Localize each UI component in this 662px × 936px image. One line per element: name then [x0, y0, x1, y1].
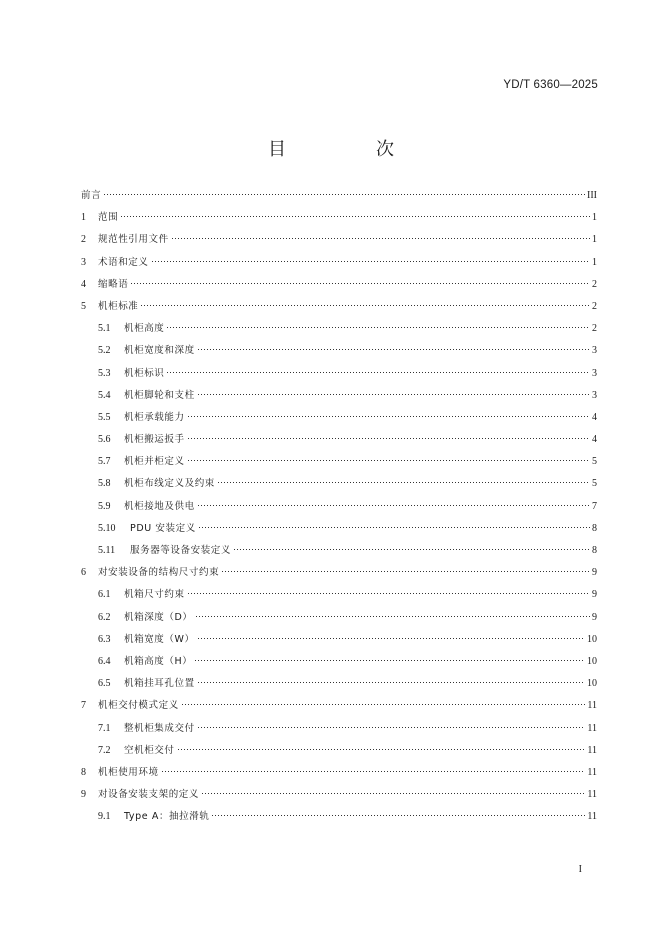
toc-entry-label: 机箱挂耳孔位置	[124, 678, 195, 690]
toc-entry-number: 6	[81, 567, 86, 579]
toc-entry-page: 11	[587, 722, 597, 734]
dot-leader	[211, 815, 585, 816]
toc-entry-label: 机箱尺寸约束	[124, 589, 185, 601]
toc-entry-label: 机箱高度（H）	[124, 655, 193, 667]
toc-entry-page: 11	[587, 789, 597, 801]
toc-entry-label: 术语和定义	[98, 256, 149, 268]
dot-leader	[177, 749, 586, 750]
table-of-contents	[81, 185, 597, 828]
toc-entry-page: 2	[592, 300, 597, 312]
toc-entry-page: 11	[587, 744, 597, 756]
toc-entry-label: 机柜脚轮和支柱	[124, 389, 195, 401]
toc-entry[interactable]	[81, 784, 597, 806]
toc-entry-label: 对安装设备的结构尺寸约束	[98, 567, 220, 579]
toc-entry[interactable]	[81, 607, 597, 629]
toc-entry-number: 5.11	[98, 545, 116, 556]
dot-leader	[166, 327, 590, 328]
toc-entry-page: 3	[592, 367, 597, 379]
toc-entry-page: 11	[587, 700, 597, 712]
toc-entry-number: 5.6	[98, 434, 111, 446]
toc-entry-number: 4	[81, 278, 86, 290]
dot-leader	[103, 194, 585, 195]
toc-entry-number: 5.5	[98, 411, 111, 423]
toc-entry-page: 5	[592, 478, 597, 490]
toc-entry-label: PDU 安装定义	[130, 522, 196, 534]
toc-entry[interactable]	[81, 651, 597, 673]
toc-entry-page: 2	[592, 278, 597, 290]
toc-entry-label: 机柜宽度和深度	[124, 345, 195, 357]
toc-entry[interactable]	[81, 385, 597, 407]
toc-entry-number: 6.4	[98, 655, 111, 667]
dot-leader	[187, 593, 590, 594]
footer-page-number: I	[578, 864, 582, 875]
toc-entry[interactable]	[81, 562, 597, 584]
toc-entry-number: 7.2	[98, 744, 111, 756]
toc-entry-page: 1	[592, 256, 597, 268]
dot-leader	[161, 771, 586, 772]
toc-entry-label: 服务器等设备安装定义	[130, 545, 232, 556]
toc-entry-label: 机柜承载能力	[124, 411, 185, 423]
toc-entry-number: 8	[81, 766, 86, 778]
toc-entry[interactable]	[81, 451, 597, 473]
toc-entry-number: 9.1	[98, 811, 111, 823]
toc-entry-number: 6.2	[98, 611, 111, 623]
toc-entry-label: 缩略语	[98, 278, 129, 290]
toc-entry[interactable]	[81, 806, 597, 828]
toc-entry-label: 机柜标准	[98, 300, 139, 312]
toc-entry-number: 2	[81, 234, 86, 246]
toc-entry[interactable]	[81, 629, 597, 651]
toc-entry-label: 空机柜交付	[124, 744, 175, 756]
toc-entry-number: 7.1	[98, 722, 111, 734]
dot-leader	[201, 793, 585, 794]
dot-leader	[151, 261, 590, 262]
dot-leader	[187, 416, 590, 417]
dot-leader	[187, 438, 590, 439]
toc-entry-page: 1	[592, 234, 597, 246]
toc-entry-number: 6.1	[98, 589, 111, 601]
toc-entry-number: 9	[81, 789, 86, 801]
toc-entry-page: 2	[592, 323, 597, 335]
toc-entry-page: 10	[587, 655, 597, 667]
toc-entry-label: 机柜标识	[124, 367, 165, 379]
toc-entry[interactable]	[81, 695, 597, 717]
toc-entry-label: 机柜搬运扳手	[124, 434, 185, 446]
toc-entry-number: 5.7	[98, 456, 111, 468]
dot-leader	[194, 660, 585, 661]
toc-entry-page: 5	[592, 456, 597, 468]
dot-leader	[187, 460, 590, 461]
toc-entry[interactable]	[81, 473, 597, 495]
dot-leader	[197, 638, 585, 639]
toc-entry-page: 8	[592, 545, 597, 556]
toc-entry[interactable]	[81, 252, 597, 274]
toc-entry-number: 5.10	[98, 522, 116, 534]
toc-entry[interactable]	[81, 540, 597, 562]
toc-entry[interactable]	[81, 740, 597, 762]
toc-entry[interactable]	[81, 429, 597, 451]
toc-entry-page: 11	[587, 766, 597, 778]
dot-leader	[166, 372, 590, 373]
toc-entry-label: 对设备安装支架的定义	[98, 789, 200, 801]
toc-entry-number: 5.1	[98, 323, 111, 335]
toc-entry-label: 机箱深度（D）	[124, 611, 193, 623]
toc-entry-label: 机柜高度	[124, 323, 165, 335]
dot-leader	[195, 616, 590, 617]
toc-entry[interactable]	[81, 518, 597, 540]
toc-entry[interactable]	[81, 363, 597, 385]
toc-entry-label: 规范性引用文件	[98, 234, 169, 246]
toc-entry[interactable]	[81, 207, 597, 229]
document-code: YD/T 6360—2025	[503, 79, 598, 91]
toc-entry[interactable]	[81, 673, 597, 695]
toc-entry[interactable]	[81, 762, 597, 784]
toc-entry-page: 7	[592, 500, 597, 512]
toc-entry[interactable]	[81, 584, 597, 606]
toc-entry[interactable]	[81, 718, 597, 740]
toc-entry-page: 11	[587, 811, 597, 823]
dot-leader	[130, 283, 590, 284]
toc-entry-page: 3	[592, 345, 597, 357]
toc-entry-label: 机箱宽度（W）	[124, 633, 195, 645]
toc-entry-page: III	[587, 190, 597, 201]
toc-entry-number: 7	[81, 700, 86, 712]
toc-entry-number: 5	[81, 300, 86, 312]
dot-leader	[140, 305, 590, 306]
dot-leader	[221, 571, 590, 572]
dot-leader	[181, 704, 586, 705]
toc-entry-page: 4	[592, 434, 597, 446]
toc-entry-label: 机柜接地及供电	[124, 500, 195, 512]
toc-entry-label: 机柜使用环境	[98, 766, 159, 778]
page-title: 目 次	[268, 139, 430, 160]
dot-leader	[197, 727, 586, 728]
toc-entry-page: 3	[592, 389, 597, 401]
toc-entry-page: 9	[592, 567, 597, 579]
toc-entry[interactable]	[81, 296, 597, 318]
toc-entry-number: 5.4	[98, 389, 111, 401]
toc-entry-number: 6.5	[98, 678, 111, 690]
toc-entry[interactable]	[81, 229, 597, 251]
toc-entry[interactable]	[81, 407, 597, 429]
dot-leader	[120, 216, 590, 217]
toc-entry-number: 5.3	[98, 367, 111, 379]
dot-leader	[197, 505, 590, 506]
toc-entry[interactable]	[81, 340, 597, 362]
toc-entry-label: 机柜并柜定义	[124, 456, 185, 468]
toc-entry-label: Type A：抽拉滑轨	[124, 811, 210, 823]
toc-entry-label: 前言	[81, 190, 102, 201]
toc-entry[interactable]	[81, 318, 597, 340]
toc-entry-page: 9	[592, 589, 597, 601]
toc-entry-number: 3	[81, 256, 86, 268]
toc-entry[interactable]	[81, 496, 597, 518]
toc-entry-page: 10	[587, 633, 597, 645]
toc-entry-number: 6.3	[98, 633, 111, 645]
dot-leader	[197, 682, 585, 683]
toc-entry-label: 整机柜集成交付	[124, 722, 195, 734]
toc-entry-number: 1	[81, 212, 86, 224]
toc-entry[interactable]	[81, 274, 597, 296]
toc-entry-number: 5.8	[98, 478, 111, 490]
dot-leader	[197, 394, 590, 395]
toc-entry[interactable]	[81, 185, 597, 207]
toc-entry-page: 10	[587, 678, 597, 690]
toc-entry-number: 5.9	[98, 500, 111, 512]
dot-leader	[197, 349, 590, 350]
toc-entry-page: 9	[592, 611, 597, 623]
dot-leader	[198, 527, 590, 528]
dot-leader	[217, 482, 590, 483]
dot-leader	[171, 238, 590, 239]
toc-entry-label: 机柜布线定义及约束	[124, 478, 215, 490]
toc-entry-page: 4	[592, 411, 597, 423]
toc-entry-number: 5.2	[98, 345, 111, 357]
toc-entry-label: 机柜交付模式定义	[98, 700, 179, 712]
toc-entry-page: 1	[592, 212, 597, 224]
toc-entry-page: 8	[592, 522, 597, 534]
dot-leader	[233, 549, 590, 550]
toc-entry-label: 范围	[98, 212, 119, 224]
